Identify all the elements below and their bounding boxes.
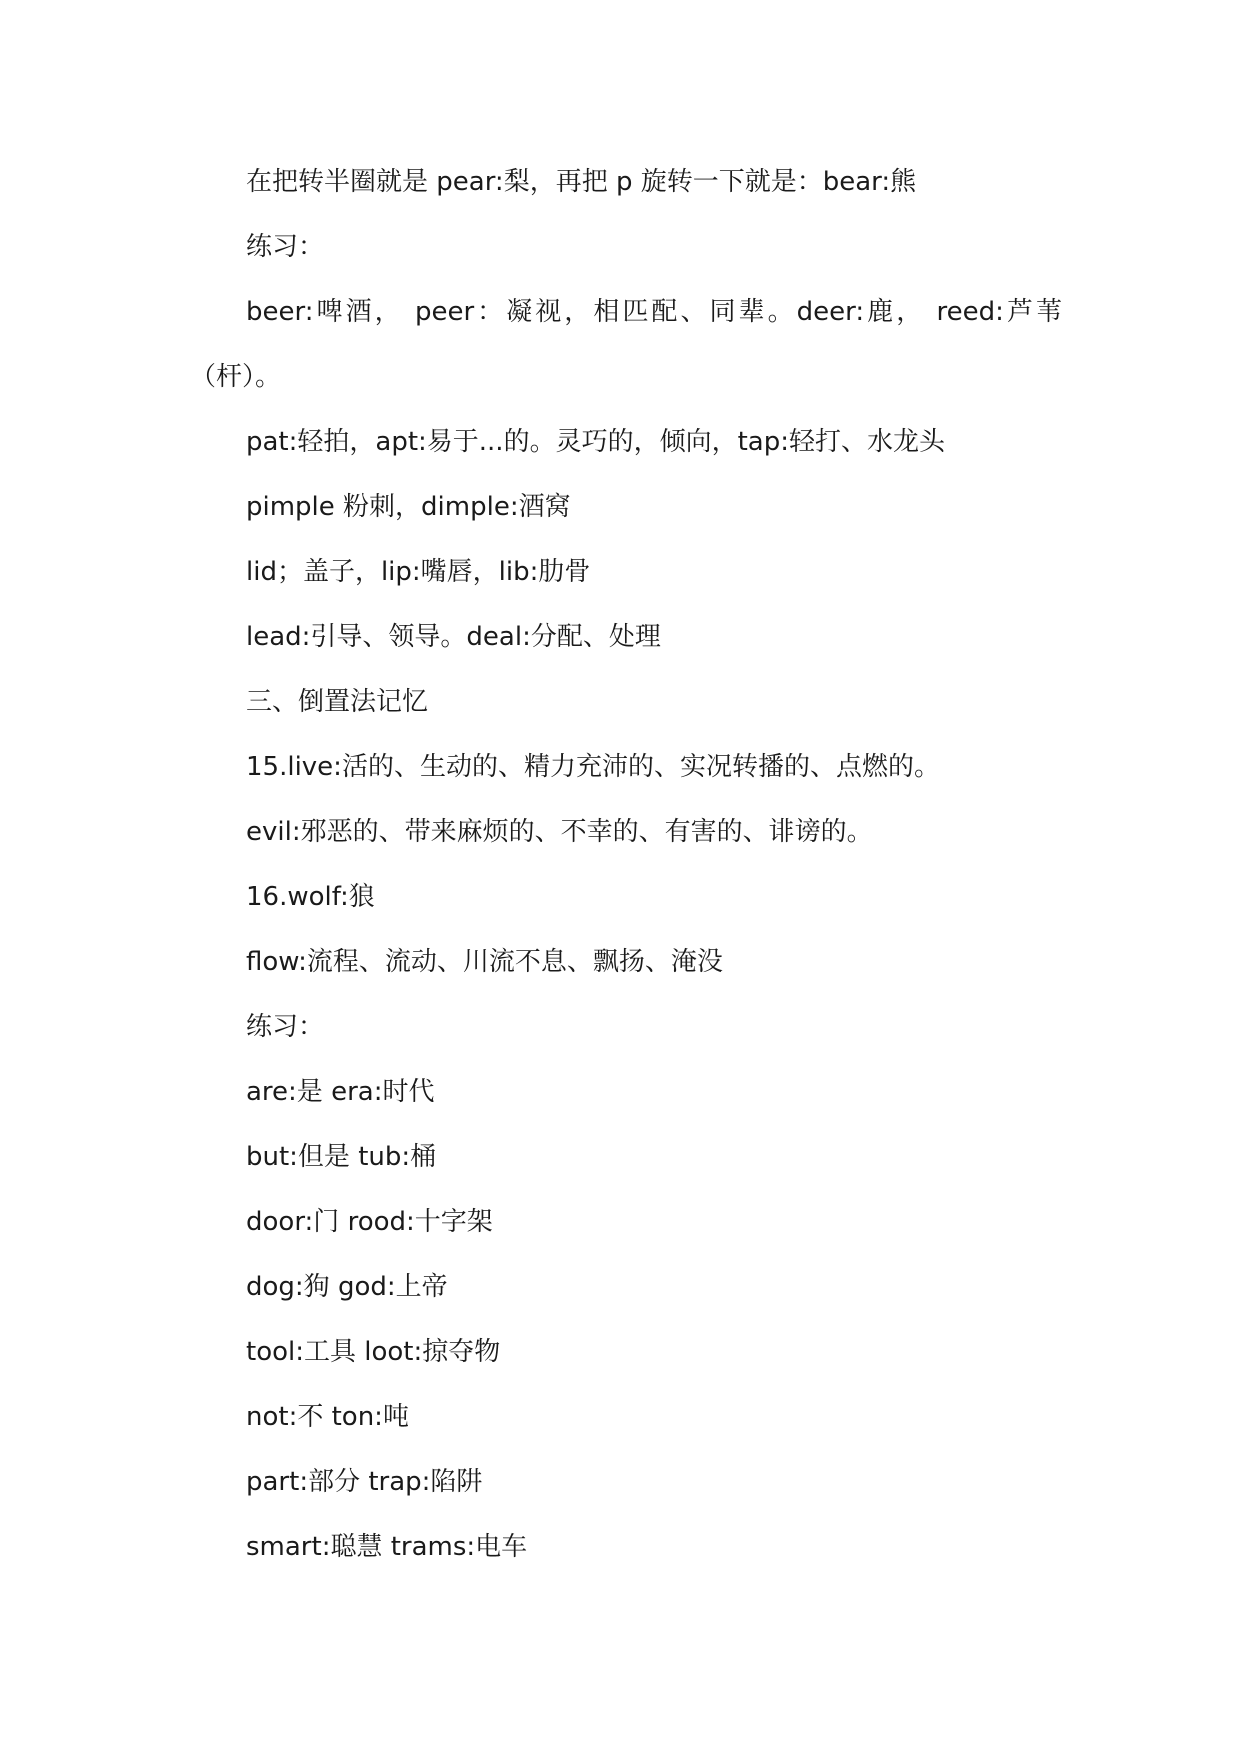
text-line: 16.wolf:狼: [246, 882, 375, 912]
text-line: dog:狗 god:上帝: [246, 1272, 448, 1302]
text-line: 练习：: [246, 1012, 325, 1042]
text-line: flow:流程、流动、川流不息、飘扬、淹没: [246, 947, 723, 977]
text-line: pimple 粉刺，dimple:酒窝: [246, 492, 571, 522]
text-line: part:部分 trap:陷阱: [246, 1467, 483, 1497]
text-line: （杆）。: [190, 362, 282, 392]
text-line: lid；盖子，lip:嘴唇，lib:肋骨: [246, 557, 591, 587]
text-line: 在把转半圈就是 pear:梨，再把 p 旋转一下就是：bear:熊: [246, 167, 917, 197]
text-line: beer:啤酒， peer：凝视，相匹配、同辈。deer:鹿， reed:芦苇: [246, 297, 1062, 327]
text-line: evil:邪恶的、带来麻烦的、不幸的、有害的、诽谤的。: [246, 817, 873, 847]
text-line: not:不 ton:吨: [246, 1402, 409, 1432]
text-line: door:门 rood:十字架: [246, 1207, 493, 1237]
text-line: smart:聪慧 trams:电车: [246, 1532, 528, 1562]
document-body: [190, 150, 1062, 1580]
text-line: are:是 era:时代: [246, 1077, 435, 1107]
text-line: but:但是 tub:桶: [246, 1142, 437, 1172]
text-line: tool:工具 loot:掠夺物: [246, 1337, 501, 1367]
section-heading: 三、倒置法记忆: [246, 687, 429, 717]
text-line: 练习：: [246, 232, 325, 262]
text-line: pat:轻拍，apt:易于...的。灵巧的，倾向，tap:轻打、水龙头: [246, 427, 945, 457]
text-line: 15.live:活的、生动的、精力充沛的、实况转播的、点燃的。: [246, 752, 940, 782]
text-line: lead:引导、领导。deal:分配、处理: [246, 622, 661, 652]
